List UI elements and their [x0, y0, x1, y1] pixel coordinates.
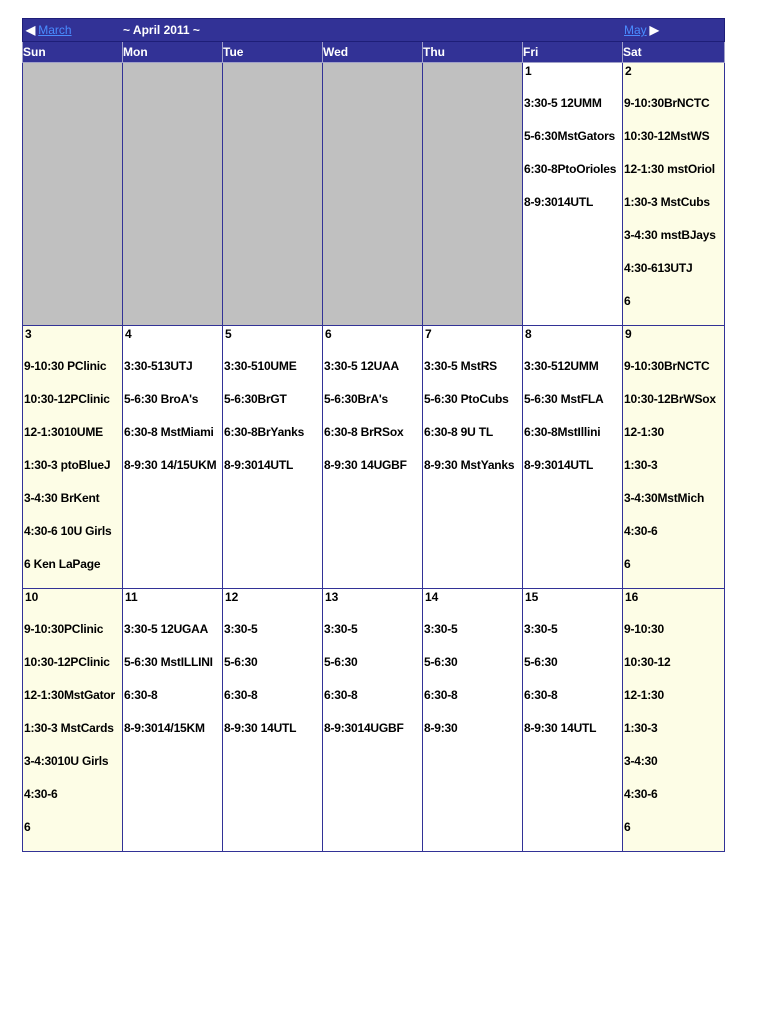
event-entry: 6:30-8	[124, 688, 158, 702]
event-entry: 12-1:30	[624, 688, 664, 702]
event-entry: 6	[624, 557, 631, 571]
event-entry: 6 Ken LaPage	[24, 557, 101, 571]
event-entry: 1:30-3	[624, 721, 658, 735]
event-entry: 3-4:30	[624, 754, 658, 768]
month-title: ~ April 2011 ~	[123, 23, 200, 37]
event-entry: 9-10:30	[624, 622, 664, 636]
event-entry: 8-9:30 14UTL	[224, 721, 297, 735]
day-cell[interactable]	[323, 589, 423, 852]
event-entry: 6:30-8MstIllini	[524, 425, 601, 439]
event-entry: 12-1:30 mstOriol	[624, 162, 715, 176]
event-entry: 8-9:30 MstYanks	[424, 458, 515, 472]
event-entry: 5-6:30 MstFLA	[524, 392, 604, 406]
day-cell[interactable]	[123, 326, 223, 589]
event-entry: 12-1:30	[624, 425, 664, 439]
day-cell[interactable]	[523, 326, 623, 589]
day-number: 16	[625, 590, 639, 604]
weekday-header-tue: Tue	[223, 42, 323, 63]
empty-day-cell	[123, 63, 223, 326]
prev-month-link[interactable]: March	[38, 23, 72, 37]
day-cell[interactable]	[423, 326, 523, 589]
event-entry: 3-4:30MstMich	[624, 491, 705, 505]
event-entry: 6:30-8 BrRSox	[324, 425, 404, 439]
day-cell[interactable]	[523, 63, 623, 326]
event-entry: 3:30-510UME	[224, 359, 297, 373]
day-number: 1	[525, 64, 532, 78]
day-cell[interactable]	[323, 326, 423, 589]
day-cell[interactable]	[623, 63, 725, 326]
event-entry: 3:30-5	[224, 622, 258, 636]
event-entry: 4:30-613UTJ	[624, 261, 693, 275]
event-entry: 12-1:3010UME	[24, 425, 103, 439]
event-entry: 4:30-6	[24, 787, 58, 801]
event-entry: 8-9:3014UTL	[524, 458, 594, 472]
day-cell[interactable]	[623, 589, 725, 852]
event-entry: 3:30-5 12UAA	[324, 359, 399, 373]
weekday-header-wed: Wed	[323, 42, 423, 63]
event-entry: 1:30-3	[624, 458, 658, 472]
event-entry: 6:30-8BrYanks	[224, 425, 305, 439]
event-entry: 5-6:30	[524, 655, 558, 669]
event-entry: 1:30-3 MstCubs	[624, 195, 710, 209]
day-number: 15	[525, 590, 539, 604]
day-number: 14	[425, 590, 439, 604]
week-row	[23, 63, 725, 326]
event-entry: 3:30-5 MstRS	[424, 359, 497, 373]
event-entry: 1:30-3 MstCards	[24, 721, 114, 735]
event-entry: 8-9:30	[424, 721, 458, 735]
event-entry: 10:30-12MstWS	[624, 129, 710, 143]
event-entry: 6	[624, 294, 631, 308]
event-entry: 6:30-8	[224, 688, 258, 702]
empty-day-cell	[323, 63, 423, 326]
event-entry: 3-4:30 BrKent	[24, 491, 100, 505]
event-entry: 1:30-3 ptoBlueJ	[24, 458, 111, 472]
event-entry: 5-6:30BrGT	[224, 392, 287, 406]
event-entry: 10:30-12BrWSox	[624, 392, 716, 406]
event-entry: 3:30-5 12UGAA	[124, 622, 209, 636]
prev-arrow-icon: ◀	[26, 23, 36, 37]
event-entry: 8-9:30 14UGBF	[324, 458, 407, 472]
event-entry: 8-9:3014UTL	[224, 458, 294, 472]
event-entry: 5-6:30 MstILLINI	[124, 655, 213, 669]
day-number: 6	[325, 327, 332, 341]
event-entry: 9-10:30 PClinic	[24, 359, 107, 373]
event-entry: 10:30-12PClinic	[24, 655, 110, 669]
event-entry: 4:30-6	[624, 787, 658, 801]
event-entry: 3:30-512UMM	[524, 359, 599, 373]
week-row	[23, 589, 725, 852]
day-number: 9	[625, 327, 632, 341]
day-cell[interactable]	[223, 589, 323, 852]
empty-day-cell	[223, 63, 323, 326]
event-entry: 8-9:3014/15KM	[124, 721, 205, 735]
weekday-header-mon: Mon	[123, 42, 223, 63]
day-cell[interactable]	[23, 589, 123, 852]
day-number: 4	[125, 327, 132, 341]
event-entry: 4:30-6 10U Girls	[24, 524, 112, 538]
event-entry: 12-1:30MstGator	[24, 688, 116, 702]
day-cell[interactable]	[423, 589, 523, 852]
event-entry: 5-6:30MstGators	[524, 129, 616, 143]
event-entry: 3-4:3010U Girls	[24, 754, 109, 768]
event-entry: 5-6:30 PtoCubs	[424, 392, 509, 406]
event-entry: 8-9:30 14UTL	[524, 721, 597, 735]
next-arrow-icon: ▶	[649, 23, 659, 37]
day-cell[interactable]	[23, 326, 123, 589]
event-entry: 8-9:30 14/15UKM	[124, 458, 217, 472]
event-entry: 5-6:30	[224, 655, 258, 669]
event-entry: 3:30-5	[324, 622, 358, 636]
event-entry: 8-9:3014UTL	[524, 195, 594, 209]
event-entry: 3-4:30 mstBJays	[624, 228, 716, 242]
event-entry: 6:30-8	[524, 688, 558, 702]
event-entry: 6:30-8	[324, 688, 358, 702]
event-entry: 3:30-5	[424, 622, 458, 636]
day-number: 11	[125, 590, 138, 604]
event-entry: 6:30-8 MstMiami	[124, 425, 214, 439]
day-cell[interactable]	[123, 589, 223, 852]
day-number: 5	[225, 327, 232, 341]
weekday-header-thu: Thu	[423, 42, 523, 63]
calendar-table	[22, 18, 725, 852]
event-entry: 3:30-5 12UMM	[524, 96, 602, 110]
event-entry: 5-6:30	[324, 655, 358, 669]
event-entry: 6:30-8 9U TL	[424, 425, 493, 439]
day-number: 3	[25, 327, 32, 341]
weekday-header-sun: Sun	[23, 42, 123, 63]
day-number: 7	[425, 327, 432, 341]
event-entry: 3:30-5	[524, 622, 558, 636]
day-number: 12	[225, 590, 239, 604]
day-cell[interactable]	[523, 589, 623, 852]
event-entry: 6	[624, 820, 631, 834]
event-entry: 6	[24, 820, 31, 834]
event-entry: 10:30-12PClinic	[24, 392, 110, 406]
event-entry: 5-6:30	[424, 655, 458, 669]
event-entry: 9-10:30BrNCTC	[624, 359, 710, 373]
weekday-header-row	[23, 42, 725, 63]
empty-day-cell	[423, 63, 523, 326]
day-number: 13	[325, 590, 339, 604]
event-entry: 9-10:30PClinic	[24, 622, 104, 636]
day-cell[interactable]	[623, 326, 725, 589]
empty-day-cell	[23, 63, 123, 326]
weekday-header-fri: Fri	[523, 42, 623, 63]
day-number: 10	[25, 590, 39, 604]
event-entry: 5-6:30 BroA's	[124, 392, 199, 406]
event-entry: 5-6:30BrA's	[324, 392, 389, 406]
event-entry: 6:30-8PtoOrioles	[524, 162, 617, 176]
event-entry: 9-10:30BrNCTC	[624, 96, 710, 110]
event-entry: 10:30-12	[624, 655, 671, 669]
event-entry: 6:30-8	[424, 688, 458, 702]
day-number: 8	[525, 327, 532, 341]
week-row	[23, 326, 725, 589]
next-month-link[interactable]: May	[624, 23, 647, 37]
event-entry: 8-9:3014UGBF	[324, 721, 404, 735]
day-number: 2	[625, 64, 632, 78]
day-cell[interactable]	[223, 326, 323, 589]
event-entry: 4:30-6	[624, 524, 658, 538]
calendar-nav-bar	[23, 19, 725, 42]
event-entry: 3:30-513UTJ	[124, 359, 193, 373]
weekday-header-sat: Sat	[623, 42, 725, 63]
